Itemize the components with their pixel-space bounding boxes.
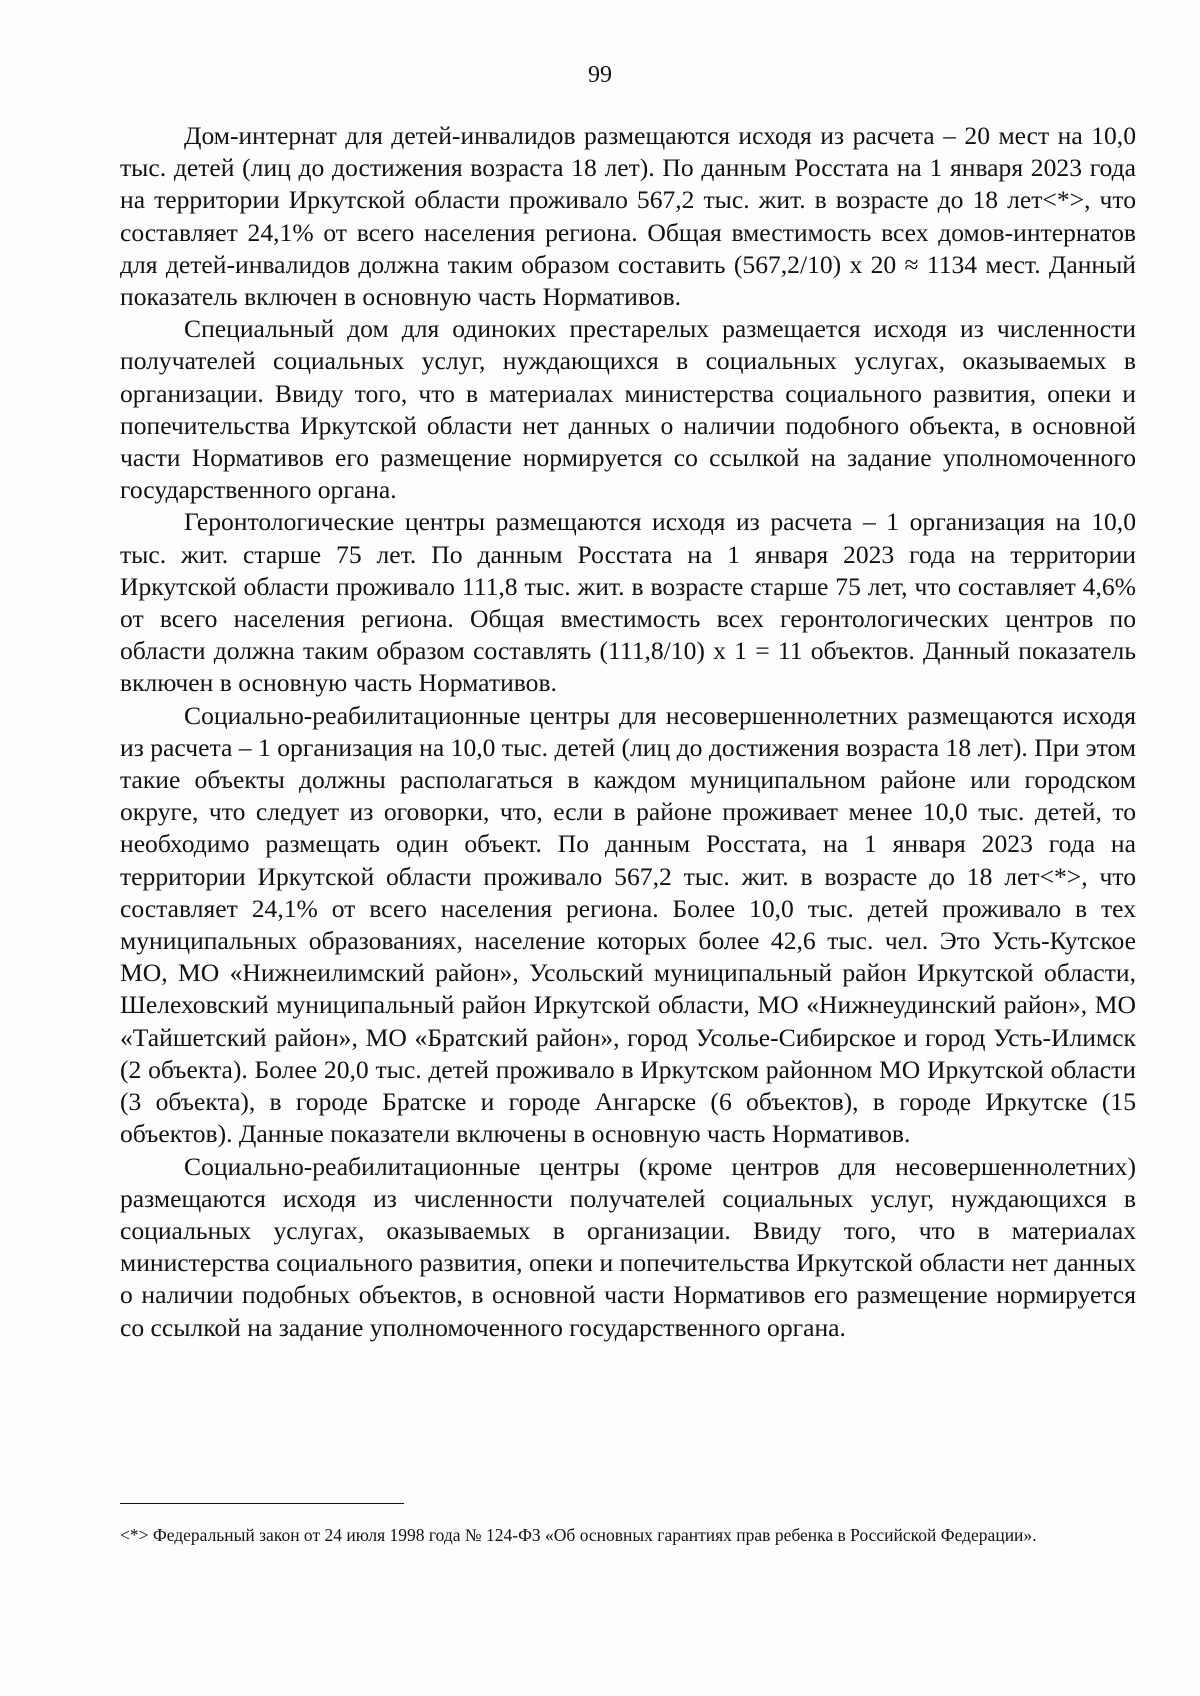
paragraph-orphanage-for-disabled-children: Дом-интернат для детей-инвалидов размещаются исходя из расчета – 20 мест на 10,0 тыс. детей (лиц до достижения возраста 18 лет). По данным Росстата на 1 января 2023 года на территории Иркутской области проживало 567,2 тыс. жит. в возрасте до 18 лет<*>, что составляет 24,1% от всего населения региона. Общая вместимость всех домов-интернатов для детей-инвалидов должна таким образом составить (567,2/10) х 20 ≈ 1134 мест. Данный показатель включен в основную часть Нормативов. bbox=[120, 121, 1136, 312]
paragraph-elderly-special-home: Специальный дом для одиноких престарелых размещается исходя из численности получателей социальных услуг, нуждающихся в социальных услугах, оказываемых в организации. Ввиду того, что в материалах министерства социального развития, опеки и попечительства Иркутской области нет данных о наличии подобного объекта, в основной части Нормативов его размещение нормируется со ссылкой на задание уполномоченного государственного органа. bbox=[120, 314, 1136, 505]
paragraph-minor-rehabilitation-centers: Социально-реабилитационные центры для несовершеннолетних размещаются исходя из расчета – 1 организация на 10,0 тыс. детей (лиц до достижения возраста 18 лет). При этом такие объекты должны располагаться в каждом муниципальном районе или городском округе, что следует из оговорки, что, если в районе проживает менее 10,0 тыс. детей, то необходимо размещать один объект. По данным Росстата, на 1 января 2023 года на территории Иркутской области проживало 567,2 тыс. жит. в возрасте до 18 лет<*>, что составляет 24,1% от всего населения региона. Более 10,0 тыс. детей проживало в тех муниципальных образованиях, население которых более 42,6 тыс. чел. Это Усть-Кутское МО, МО «Нижнеилимский район», Усольский муниципальный район Иркутской области, Шелеховский муниципальный район Иркутской области, МО «Нижнеудинский район», МО «Тайшетский район», МО «Братский район», город Усолье-Сибирское и город Усть-Илимск (2 объекта). Более 20,0 тыс. детей проживало в Иркутском районном МО Иркутской области (3 объекта), в городе Братске и городе Ангарске (6 объектов), в городе Иркутске (15 объектов). Данные показатели включены в основную часть Нормативов. bbox=[120, 700, 1136, 1149]
paragraph-rehabilitation-centers: Социально-реабилитационные центры (кроме центров для несовершеннолетних) размещаются исходя из численности получателей социальных услуг, нуждающихся в социальных услугах, оказываемых в организации. Ввиду того, что в материалах министерства социального развития, опеки и попечительства Иркутской области нет данных о наличии подобных объектов, в основной части Нормативов его размещение нормируется со ссылкой на задание уполномоченного государственного органа. bbox=[120, 1151, 1136, 1342]
footnote-separator bbox=[120, 1503, 404, 1504]
page-number: 99 bbox=[588, 62, 612, 88]
footnote: <*> Федеральный закон от 24 июля 1998 года № 124-ФЗ «Об основных гарантиях прав ребенка в Российской Федерации». bbox=[120, 1525, 1037, 1545]
paragraph-gerontology-centers: Геронтологические центры размещаются исходя из расчета – 1 организация на 10,0 тыс. жит. старше 75 лет. По данным Росстата на 1 января 2023 года на территории Иркутской области проживало 111,8 тыс. жит. в возрасте старше 75 лет, что составляет 4,6% от всего населения региона. Общая вместимость всех геронтологических центров по области должна таким образом составлять (111,8/10) х 1 = 11 объектов. Данный показатель включен в основную часть Нормативов. bbox=[120, 507, 1136, 698]
body-text bbox=[120, 120, 1136, 1344]
